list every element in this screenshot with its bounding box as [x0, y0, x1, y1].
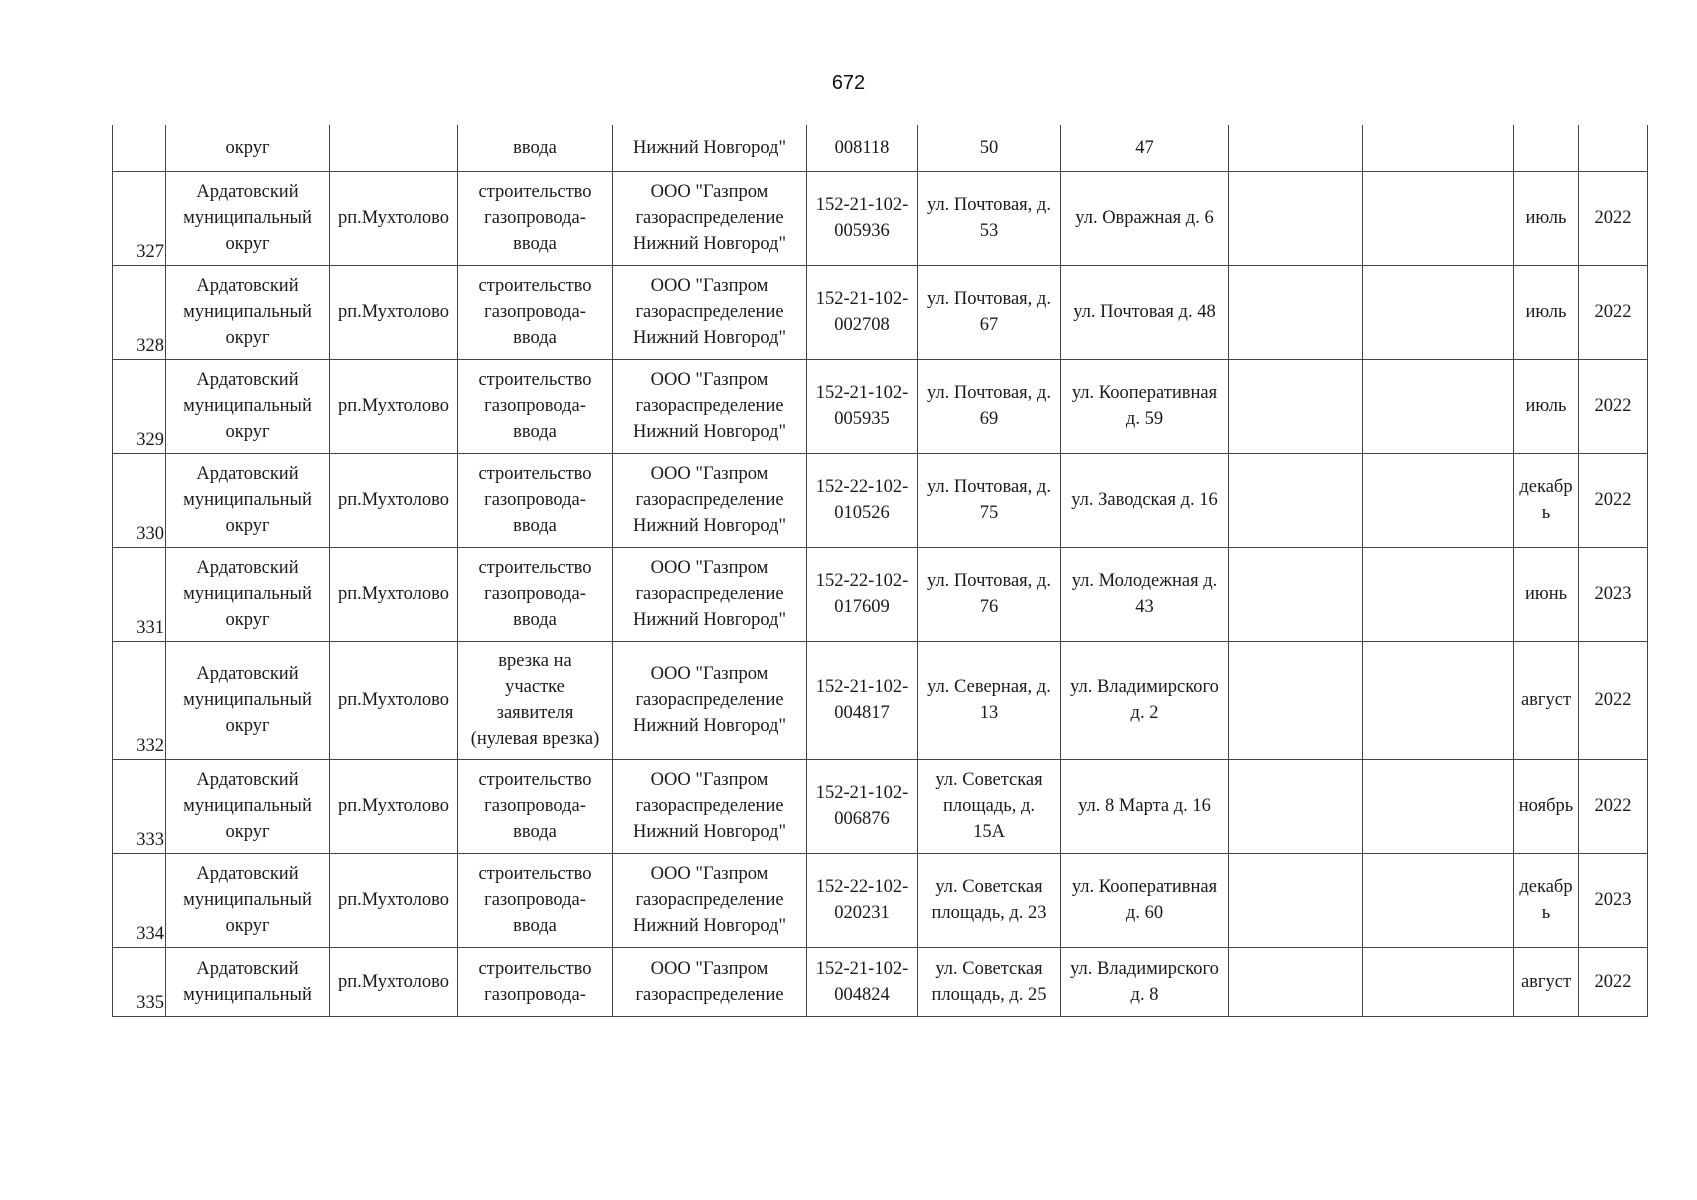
- request-code-cell: [807, 947, 918, 1016]
- settlement-cell: [330, 947, 458, 1016]
- request-code-cell: [807, 641, 918, 759]
- district-cell: [166, 171, 330, 265]
- empty-cell-9: [1229, 947, 1363, 1016]
- request-code-cell: [807, 759, 918, 853]
- empty-cell-10: [1363, 359, 1514, 453]
- address-from-cell: [918, 547, 1061, 641]
- request-code-text: 152-21-102- 005935: [815, 383, 909, 429]
- table-row: [113, 547, 1648, 641]
- year-text: 2023: [1594, 584, 1632, 604]
- request-code-text: 152-21-102- 004824: [815, 958, 909, 1005]
- address-from-cell: [918, 171, 1061, 265]
- district-cell: [166, 759, 330, 853]
- year-text: 2022: [1594, 396, 1632, 416]
- district-text: Ардатовский муниципальный: [183, 958, 312, 1005]
- organization-text: ООО "Газпром газораспределение Нижний Новгород": [632, 558, 787, 630]
- year-cell: [1579, 947, 1648, 1016]
- district-text: Ардатовский муниципальный округ: [183, 464, 312, 536]
- organization-text: ООО "Газпром газораспределение Нижний Новгород": [632, 864, 787, 936]
- request-code-cell: [807, 547, 918, 641]
- organization-cell: [613, 947, 807, 1016]
- request-code-text: 152-21-102- 002708: [815, 289, 909, 335]
- row-number-text: 333: [136, 829, 164, 850]
- address-from-text: ул. Почтовая, д. 69: [927, 383, 1051, 429]
- year-cell: [1579, 171, 1648, 265]
- organization-text: ООО "Газпром газораспределение Нижний Новгород": [632, 182, 787, 254]
- table-row: [113, 759, 1648, 853]
- settlement-text: рп.Мухтолово: [338, 690, 449, 710]
- address-from-text: ул. Почтовая, д. 75: [927, 477, 1051, 523]
- row-number-cell: [113, 453, 166, 547]
- year-cell: [1579, 641, 1648, 759]
- month-cell: [1514, 453, 1579, 547]
- work-type-cell: [458, 853, 613, 947]
- gas-connection-table: [112, 125, 1648, 1017]
- address-from-cell: [918, 759, 1061, 853]
- settlement-text: рп.Мухтолово: [338, 302, 449, 322]
- district-cell: [166, 947, 330, 1016]
- address-to-cell: [1061, 759, 1229, 853]
- settlement-cell: [330, 265, 458, 359]
- month-text: август: [1520, 690, 1572, 710]
- table-row: [113, 171, 1648, 265]
- row-number-text: 328: [136, 335, 164, 356]
- row-number-text: 329: [136, 429, 164, 450]
- table-row-continuation: [113, 125, 1648, 171]
- address-to-text: ул. Почтовая д. 48: [1073, 302, 1216, 322]
- empty-cell-9: [1229, 453, 1363, 547]
- year-cell: [1579, 359, 1648, 453]
- district-text: Ардатовский муниципальный округ: [183, 182, 312, 254]
- empty-cell-9: [1229, 125, 1363, 171]
- row-number-cell: [113, 759, 166, 853]
- row-number-cell: [113, 171, 166, 265]
- month-cell: [1514, 641, 1579, 759]
- month-text: июль: [1525, 396, 1567, 416]
- district-text: Ардатовский муниципальный округ: [183, 864, 312, 936]
- row-number-cell: [113, 853, 166, 947]
- address-to-text: ул. Владимирского д. 8: [1070, 958, 1219, 1005]
- year-cell: [1579, 125, 1648, 171]
- address-to-cell: [1061, 359, 1229, 453]
- district-cell: [166, 359, 330, 453]
- month-text: июнь: [1524, 584, 1568, 604]
- empty-cell-10: [1363, 853, 1514, 947]
- address-to-text: ул. Овражная д. 6: [1075, 208, 1214, 228]
- table-row: [113, 265, 1648, 359]
- work-type-cell: [458, 453, 613, 547]
- district-text: округ: [225, 137, 270, 158]
- empty-cell-10: [1363, 453, 1514, 547]
- organization-cell: [613, 453, 807, 547]
- row-number-text: 334: [136, 923, 164, 944]
- row-number-text: 330: [136, 523, 164, 544]
- settlement-cell: [330, 853, 458, 947]
- month-cell: [1514, 547, 1579, 641]
- work-type-cell: [458, 359, 613, 453]
- settlement-text: рп.Мухтолово: [338, 971, 449, 992]
- address-from-text: ул. Северная, д. 13: [927, 677, 1051, 723]
- address-from-cell: [918, 947, 1061, 1016]
- row-number-text: 335: [136, 992, 164, 1013]
- table-body: [113, 125, 1648, 1016]
- month-cell: [1514, 853, 1579, 947]
- settlement-text: рп.Мухтолово: [338, 584, 449, 604]
- empty-cell-9: [1229, 547, 1363, 641]
- organization-text: Нижний Новгород": [632, 137, 787, 158]
- year-text: 2022: [1594, 208, 1632, 228]
- address-to-text: ул. Молодежная д. 43: [1071, 571, 1218, 617]
- address-from-cell: [918, 265, 1061, 359]
- year-cell: [1579, 853, 1648, 947]
- empty-cell-9: [1229, 359, 1363, 453]
- address-to-text: ул. Кооперативная д. 59: [1071, 383, 1218, 429]
- district-cell: [166, 125, 330, 171]
- work-type-text: строительство газопровода- ввода: [478, 558, 592, 630]
- address-to-text: 47: [1135, 137, 1154, 158]
- settlement-cell: [330, 359, 458, 453]
- year-cell: [1579, 547, 1648, 641]
- year-cell: [1579, 759, 1648, 853]
- address-to-text: ул. Владимирского д. 2: [1070, 677, 1219, 723]
- settlement-cell: [330, 547, 458, 641]
- request-code-text: 008118: [834, 137, 890, 158]
- address-from-text: ул. Почтовая, д. 53: [927, 195, 1051, 241]
- empty-cell-9: [1229, 641, 1363, 759]
- address-from-cell: [918, 125, 1061, 171]
- address-from-text: ул. Советская площадь, д. 15А: [935, 770, 1043, 842]
- work-type-cell: [458, 759, 613, 853]
- row-number-cell: [113, 947, 166, 1016]
- settlement-cell: [330, 641, 458, 759]
- address-from-text: ул. Почтовая, д. 76: [927, 571, 1051, 617]
- row-number-cell: [113, 641, 166, 759]
- month-cell: [1514, 125, 1579, 171]
- settlement-cell: [330, 759, 458, 853]
- district-text: Ардатовский муниципальный округ: [183, 770, 312, 842]
- month-text: ноябрь: [1518, 796, 1574, 816]
- request-code-text: 152-21-102- 006876: [815, 783, 909, 829]
- table-row: [113, 853, 1648, 947]
- address-to-text: ул. 8 Марта д. 16: [1078, 796, 1211, 816]
- request-code-text: 152-21-102- 005936: [815, 195, 909, 241]
- organization-cell: [613, 359, 807, 453]
- organization-cell: [613, 171, 807, 265]
- empty-cell-10: [1363, 947, 1514, 1016]
- address-from-text: ул. Советская площадь, д. 23: [931, 877, 1047, 923]
- year-text: 2022: [1594, 796, 1632, 816]
- address-to-cell: [1061, 547, 1229, 641]
- work-type-text: строительство газопровода- ввода: [478, 182, 592, 254]
- empty-cell-10: [1363, 641, 1514, 759]
- table-row: [113, 641, 1648, 759]
- settlement-text: рп.Мухтолово: [338, 396, 449, 416]
- settlement-text: рп.Мухтолово: [338, 490, 449, 510]
- organization-cell: [613, 547, 807, 641]
- request-code-cell: [807, 359, 918, 453]
- year-text: 2022: [1594, 302, 1632, 322]
- empty-cell-9: [1229, 853, 1363, 947]
- empty-cell-10: [1363, 171, 1514, 265]
- row-number-cell: [113, 265, 166, 359]
- district-cell: [166, 453, 330, 547]
- settlement-text: рп.Мухтолово: [338, 796, 449, 816]
- settlement-cell: [330, 125, 458, 171]
- address-to-cell: [1061, 853, 1229, 947]
- district-cell: [166, 641, 330, 759]
- request-code-text: 152-22-102- 020231: [815, 877, 909, 923]
- address-to-cell: [1061, 265, 1229, 359]
- district-text: Ардатовский муниципальный округ: [183, 664, 312, 736]
- request-code-cell: [807, 125, 918, 171]
- month-text: июль: [1525, 208, 1567, 228]
- address-from-text: 50: [979, 137, 999, 158]
- month-cell: [1514, 265, 1579, 359]
- settlement-cell: [330, 453, 458, 547]
- address-to-cell: [1061, 947, 1229, 1016]
- organization-text: ООО "Газпром газораспределение Нижний Новгород": [632, 370, 787, 442]
- empty-cell-10: [1363, 759, 1514, 853]
- month-cell: [1514, 171, 1579, 265]
- address-to-cell: [1061, 453, 1229, 547]
- work-type-cell: [458, 547, 613, 641]
- empty-cell-10: [1363, 125, 1514, 171]
- row-number-cell: [113, 547, 166, 641]
- work-type-cell: [458, 171, 613, 265]
- district-cell: [166, 853, 330, 947]
- district-cell: [166, 547, 330, 641]
- district-cell: [166, 265, 330, 359]
- request-code-text: 152-22-102- 017609: [815, 571, 909, 617]
- empty-cell-9: [1229, 759, 1363, 853]
- row-number-text: 331: [136, 617, 164, 638]
- year-cell: [1579, 265, 1648, 359]
- empty-cell-10: [1363, 547, 1514, 641]
- month-cell: [1514, 947, 1579, 1016]
- address-to-text: ул. Заводская д. 16: [1071, 490, 1218, 510]
- year-text: 2022: [1594, 690, 1632, 710]
- month-cell: [1514, 359, 1579, 453]
- request-code-text: 152-22-102- 010526: [815, 477, 909, 523]
- organization-cell: [613, 641, 807, 759]
- month-cell: [1514, 759, 1579, 853]
- row-number-text: 332: [136, 735, 164, 756]
- settlement-cell: [330, 171, 458, 265]
- row-number-cell: [113, 359, 166, 453]
- request-code-text: 152-21-102- 004817: [815, 677, 909, 723]
- page-number: 672: [831, 72, 866, 94]
- work-type-cell: [458, 265, 613, 359]
- work-type-cell: [458, 125, 613, 171]
- organization-text: ООО "Газпром газораспределение Нижний Новгород": [632, 664, 787, 736]
- address-to-cell: [1061, 641, 1229, 759]
- organization-text: ООО "Газпром газораспределение: [635, 958, 784, 1005]
- work-type-text: строительство газопровода- ввода: [478, 864, 592, 936]
- work-type-text: ввода: [513, 137, 557, 158]
- settlement-text: рп.Мухтолово: [338, 890, 449, 910]
- address-to-text: ул. Кооперативная д. 60: [1071, 877, 1218, 923]
- organization-text: ООО "Газпром газораспределение Нижний Новгород": [632, 464, 787, 536]
- organization-text: ООО "Газпром газораспределение Нижний Новгород": [632, 276, 787, 348]
- address-from-cell: [918, 853, 1061, 947]
- work-type-text: строительство газопровода- ввода: [478, 770, 592, 842]
- address-to-cell: [1061, 125, 1229, 171]
- work-type-cell: [458, 947, 613, 1016]
- work-type-cell: [458, 641, 613, 759]
- address-from-cell: [918, 641, 1061, 759]
- year-text: 2022: [1594, 971, 1632, 992]
- work-type-text: строительство газопровода- ввода: [478, 370, 592, 442]
- address-from-text: ул. Почтовая, д. 67: [927, 289, 1051, 335]
- district-text: Ардатовский муниципальный округ: [183, 370, 312, 442]
- address-from-text: ул. Советская площадь, д. 25: [931, 958, 1047, 1005]
- organization-text: ООО "Газпром газораспределение Нижний Новгород": [632, 770, 787, 842]
- month-text: август: [1520, 971, 1572, 992]
- organization-cell: [613, 759, 807, 853]
- row-number-text: 327: [136, 241, 164, 262]
- request-code-cell: [807, 853, 918, 947]
- district-text: Ардатовский муниципальный округ: [183, 276, 312, 348]
- month-text: декабр ь: [1519, 877, 1573, 923]
- year-text: 2023: [1594, 890, 1632, 910]
- address-to-cell: [1061, 171, 1229, 265]
- year-cell: [1579, 453, 1648, 547]
- empty-cell-9: [1229, 265, 1363, 359]
- settlement-text: рп.Мухтолово: [338, 208, 449, 228]
- year-text: 2022: [1594, 490, 1632, 510]
- row-number-cell: [113, 125, 166, 171]
- work-type-text: строительство газопровода-: [478, 958, 592, 1005]
- empty-cell-10: [1363, 265, 1514, 359]
- work-type-text: строительство газопровода- ввода: [478, 464, 592, 536]
- table-row: [113, 359, 1648, 453]
- month-text: декабр ь: [1519, 477, 1573, 523]
- request-code-cell: [807, 265, 918, 359]
- request-code-cell: [807, 171, 918, 265]
- organization-cell: [613, 853, 807, 947]
- empty-cell-9: [1229, 171, 1363, 265]
- request-code-cell: [807, 453, 918, 547]
- district-text: Ардатовский муниципальный округ: [183, 558, 312, 630]
- organization-cell: [613, 125, 807, 171]
- table-row: [113, 947, 1648, 1016]
- address-from-cell: [918, 359, 1061, 453]
- organization-cell: [613, 265, 807, 359]
- table-row: [113, 453, 1648, 547]
- month-text: июль: [1525, 302, 1567, 322]
- address-from-cell: [918, 453, 1061, 547]
- work-type-text: врезка на участке заявителя (нулевая врезка): [470, 651, 600, 749]
- work-type-text: строительство газопровода- ввода: [478, 276, 592, 348]
